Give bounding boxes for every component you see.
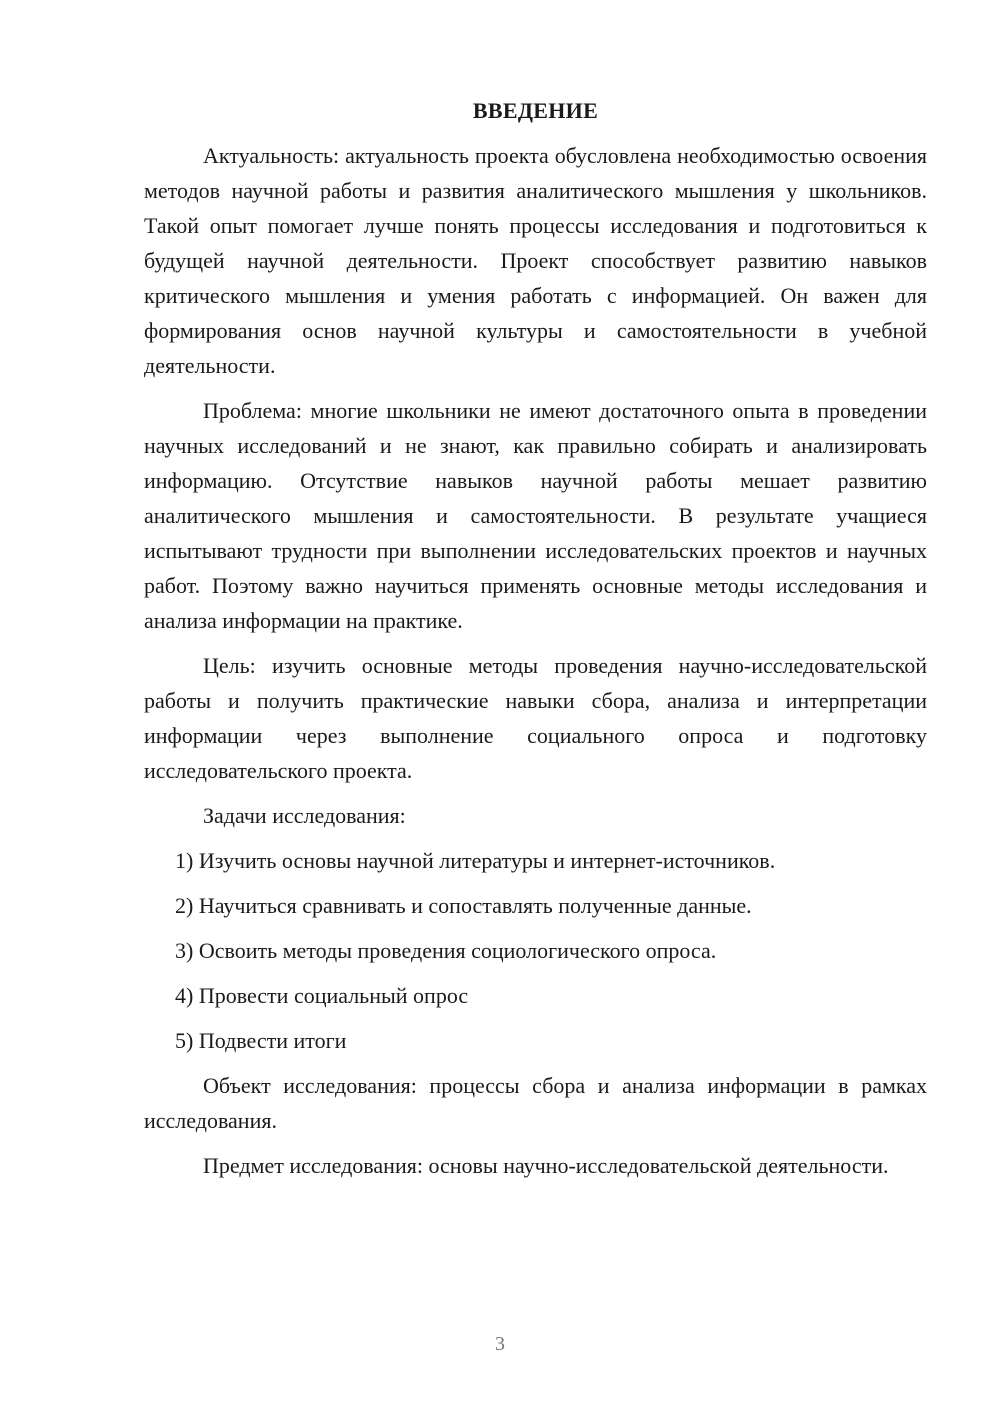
task-list xyxy=(144,843,927,1058)
goal-paragraph: Цель: изучить основные методы проведения научно-исследовательской работы и получить практические навыки сбора, анализа и интерпретации информации через выполнение социального опроса и подготовку исследовательского проекта. xyxy=(144,653,927,783)
document-page xyxy=(144,96,927,1193)
page-number: 3 xyxy=(495,1333,505,1355)
task-item-3: 3) Освоить методы проведения социологического опроса. xyxy=(175,938,717,963)
object-paragraph: Объект исследования: процессы сбора и анализа информации в рамках исследования. xyxy=(144,1073,927,1133)
task-item-5: 5) Подвести итоги xyxy=(175,1028,347,1053)
relevance-paragraph: Актуальность: актуальность проекта обусловлена необходимостью освоения методов научной работы и развития аналитического мышления у школьников. Такой опыт помогает лучше понять процессы исследования и подготовиться к будущей научной деятельности. Проект способствует развитию навыков критического мышления и умения работать с информацией. Он важен для формирования основ научной культуры и самостоятельности в учебной деятельности. xyxy=(144,143,927,378)
task-item-2: 2) Научиться сравнивать и сопоставлять полученные данные. xyxy=(175,893,752,918)
section-title: ВВЕДЕНИЕ xyxy=(472,98,599,123)
subject-paragraph: Предмет исследования: основы научно-исследовательской деятельности. xyxy=(203,1153,889,1178)
task-item-4: 4) Провести социальный опрос xyxy=(175,983,469,1008)
problem-paragraph: Проблема: многие школьники не имеют достаточного опыта в проведении научных исследований и не знают, как правильно собирать и анализировать информацию. Отсутствие навыков научной работы мешает развитию аналитического мышления и самостоятельности. В результате учащиеся испытывают трудности при выполнении исследовательских проектов и научных работ. Поэтому важно научиться применять основные методы исследования и анализа информации на практике. xyxy=(144,398,927,633)
task-item-1: 1) Изучить основы научной литературы и интернет-источников. xyxy=(175,848,776,873)
tasks-heading: Задачи исследования: xyxy=(203,803,406,828)
